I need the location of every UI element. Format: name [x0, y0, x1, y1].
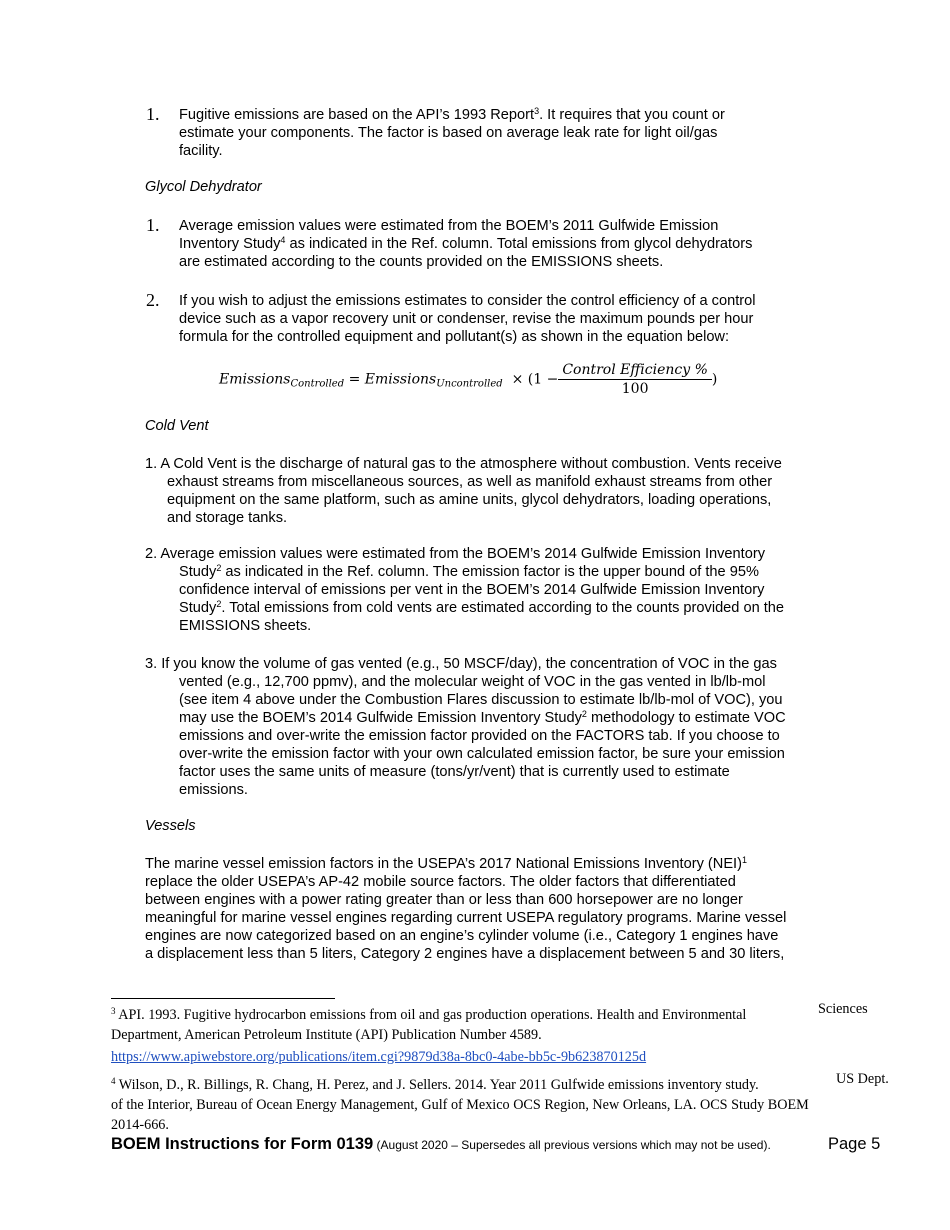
cold-vent-item-3: 3. If you know the volume of gas vented (e.g., 50 MSCF/day), the concentration of VOC in the gas vented (e.g., 12,700 ppmv), and the molecular weight of VOC in the gas vented in lb/lb-mol (see item 4 above under the Combustion Flares discussion to estimate lb/lb-mol of VOC), you may use the BOEM’s 2014 Gulfwide Emission Inventory Study$^2$ methodology to estimate VOC emissions and over-write the emission factor provided on the FACTORS tab. If you choose to over-write the emission factor with your own calculated emission factor, be sure your emission factor uses the same units of measure (tons/yr/vent) that is currently used to estimate emissions. — [145, 656, 786, 798]
fugitive-paragraph: Fugitive emissions are based on the API’s 1993 Report$^3$. It requires that you count or estimate your components. The factor is based on average leak rate for light oil/gas facility. — [179, 106, 725, 159]
page-number: Page 5 — [828, 1135, 881, 1153]
footnote-ref: 4 — [280, 235, 286, 245]
footer-title: BOEM Instructions for Form 0139 — [111, 1135, 374, 1153]
fraction: $\frac{\text{Control Efficiency \%}}{100}$ — [558, 362, 712, 397]
footnote-3-link[interactable]: https://www.apiwebstore.org/publications/item.cgi?9879d38a-8bc0-4abe-bb5c-9b623870125d — [111, 1049, 647, 1065]
footnote-ref: 3 — [534, 106, 540, 116]
section-heading-cold-vent: Cold Vent — [145, 418, 209, 434]
glycol-item-2: If you wish to adjust the emissions estimates to consider the control efficiency of a control device such as a vapor recovery unit or condenser, revise the maximum pounds per hour formula for the controlled equipment and pollutant(s) as shown in the equation below: — [179, 293, 756, 345]
page-footer — [111, 1135, 771, 1154]
footnote-4: $^4$ Wilson, D., R. Billings, R. Chang, H. Perez, and J. Sellers. 2014. Year 2011 Gulfwide emissions inventory study. US Dept. of the Interior, Bureau of Ocean Energy Management, Gulf of Mexico OCS Region, New Orleans, LA. OCS Study BOEM 2014-666. — [111, 1071, 889, 1133]
section-heading-glycol: Glycol Dehydrator — [145, 179, 262, 195]
footer-note: (August 2020 – Supersedes all previous versions which may not be used). — [373, 1138, 771, 1152]
list-number: 2. — [146, 290, 160, 310]
footnote-3: $^3$ API. 1993. Fugitive hydrocarbon emissions from oil and gas production operations. Health and Environmental Sciences Department, American Petroleum Institute (API) Publication Number 4589. https://www.apiwebstore.org/publications/item.cgi?9879d38a-8bc0-4abe-bb5c-9b623870125d — [111, 1001, 868, 1065]
vessels-paragraph: The marine vessel emission factors in the USEPA’s 2017 National Emissions Inventory (NEI)$^1$ replace the older USEPA’s AP-42 mobile source factors. The older factors that differentiated between engines with a power rating greater than or less than 600 horsepower are no longer meaningful for marine vessel engines regarding current USEPA regulatory programs. Marine vessel engines are now categorized based on an engine’s cylinder volume (i.e., Category 1 engines have a displacement less than 5 liters, Category 2 engines have a displacement between 5 and 30 liters, — [145, 855, 787, 962]
footnote-ref: 2 — [581, 709, 587, 719]
list-number: 1. — [146, 104, 160, 124]
cold-vent-item-1: 1. A Cold Vent is the discharge of natural gas to the atmosphere without combustion. Vents receive exhaust streams from miscellaneous sources, as well as manifold exhaust streams from other equipment on the same platform, such as amine units, glycol dehydrators, loading operations, and storage tanks. — [145, 456, 782, 526]
section-heading-vessels: Vessels — [145, 818, 196, 834]
footnote-ref: 2 — [216, 563, 222, 573]
glycol-item-1: Average emission values were estimated from the BOEM’s 2011 Gulfwide Emission Inventory Study$^4$ as indicated in the Ref. column. Total emissions from glycol dehydrators are estimated according to the counts provided on the EMISSIONS sheets. — [179, 218, 753, 270]
footnote-ref: 2 — [216, 599, 222, 609]
list-number: 1. — [146, 215, 160, 235]
control-efficiency-equation: Emissions$_{Controlled}$ = Emissions$_{Uncontrolled}$ × (1 − $\frac{\text{Control Efficiency \%}}{100}$ ) — [219, 362, 718, 397]
footnote-separator — [111, 998, 335, 999]
cold-vent-item-2: 2. Average emission values were estimated from the BOEM’s 2014 Gulfwide Emission Inventory Study$^2$ as indicated in the Ref. column. The emission factor is the upper bound of the 95% confidence interval of emissions per vent in the BOEM’s 2014 Gulfwide Emission Inventory Study$^2$. Total emissions from cold vents are estimated according to the counts provided on the EMISSIONS sheets. — [145, 546, 785, 634]
footnote-ref: 1 — [741, 855, 747, 865]
